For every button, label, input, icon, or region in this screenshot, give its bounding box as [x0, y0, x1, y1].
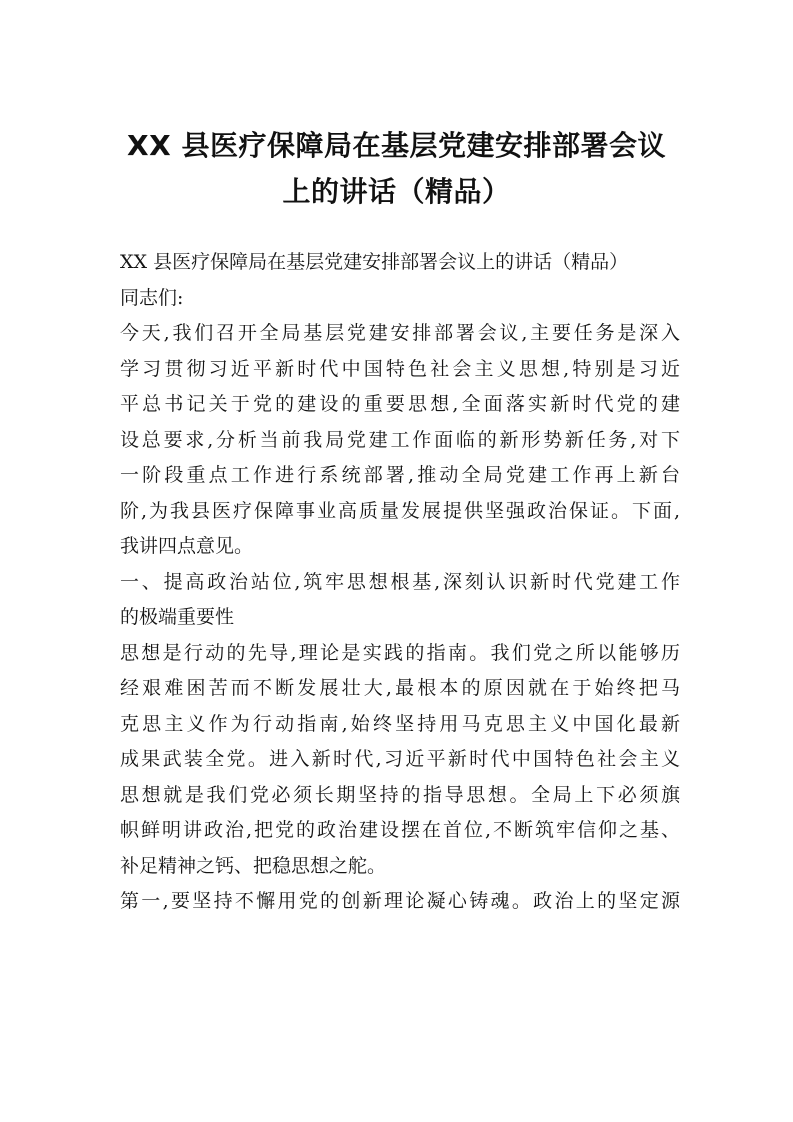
body-line-08: 阶,为我县医疗保障事业高质量发展提供坚强政治保证。下面,: [120, 499, 680, 522]
document-title-line-2: 上的讲话（精品）: [282, 175, 511, 208]
body-line-09: 我讲四点意见。: [120, 535, 254, 557]
body-line-04: 学习贯彻习近平新时代中国特色社会主义思想,特别是习近: [120, 357, 680, 380]
body-line-16: 思想就是我们党必须长期坚持的指导思想。全局上下必须旗: [120, 783, 680, 806]
body-line-14: 克思主义作为行动指南,始终坚持用马克思主义中国化最新: [120, 712, 680, 735]
body-line-17: 帜鲜明讲政治,把党的政治建设摆在首位,不断筑牢信仰之基、: [120, 819, 680, 841]
body-line-12: 思想是行动的先导,理论是实践的指南。我们党之所以能够历: [120, 641, 680, 664]
body-line-02: 同志们:: [120, 286, 184, 309]
document-title-line-1: XX 县医疗保障局在基层党建安排部署会议: [127, 129, 666, 162]
body-line-19: 第一,要坚持不懈用党的创新理论凝心铸魂。政治上的坚定源: [120, 890, 680, 912]
body-line-01: XX 县医疗保障局在基层党建安排部署会议上的讲话（精品）: [120, 251, 629, 273]
body-line-13: 经艰难困苦而不断发展壮大,最根本的原因就在于始终把马: [120, 677, 680, 699]
body-line-10: 一、提高政治站位,筑牢思想根基,深刻认识新时代党建工作: [120, 570, 680, 593]
body-line-03: 今天,我们召开全局基层党建安排部署会议,主要任务是深入: [120, 322, 680, 344]
body-line-06: 设总要求,分析当前我局党建工作面临的新形势新任务,对下: [120, 428, 680, 451]
body-line-18: 补足精神之钙、把稳思想之舵。: [120, 854, 387, 877]
body-line-07: 一阶段重点工作进行系统部署,推动全局党建工作再上新台: [120, 464, 680, 486]
body-line-11: 的极端重要性: [120, 606, 235, 628]
body-line-05: 平总书记关于党的建设的重要思想,全面落实新时代党的建: [120, 393, 680, 415]
document-body: [120, 245, 680, 920]
body-line-15: 成果武装全党。进入新时代,习近平新时代中国特色社会主义: [120, 748, 680, 770]
